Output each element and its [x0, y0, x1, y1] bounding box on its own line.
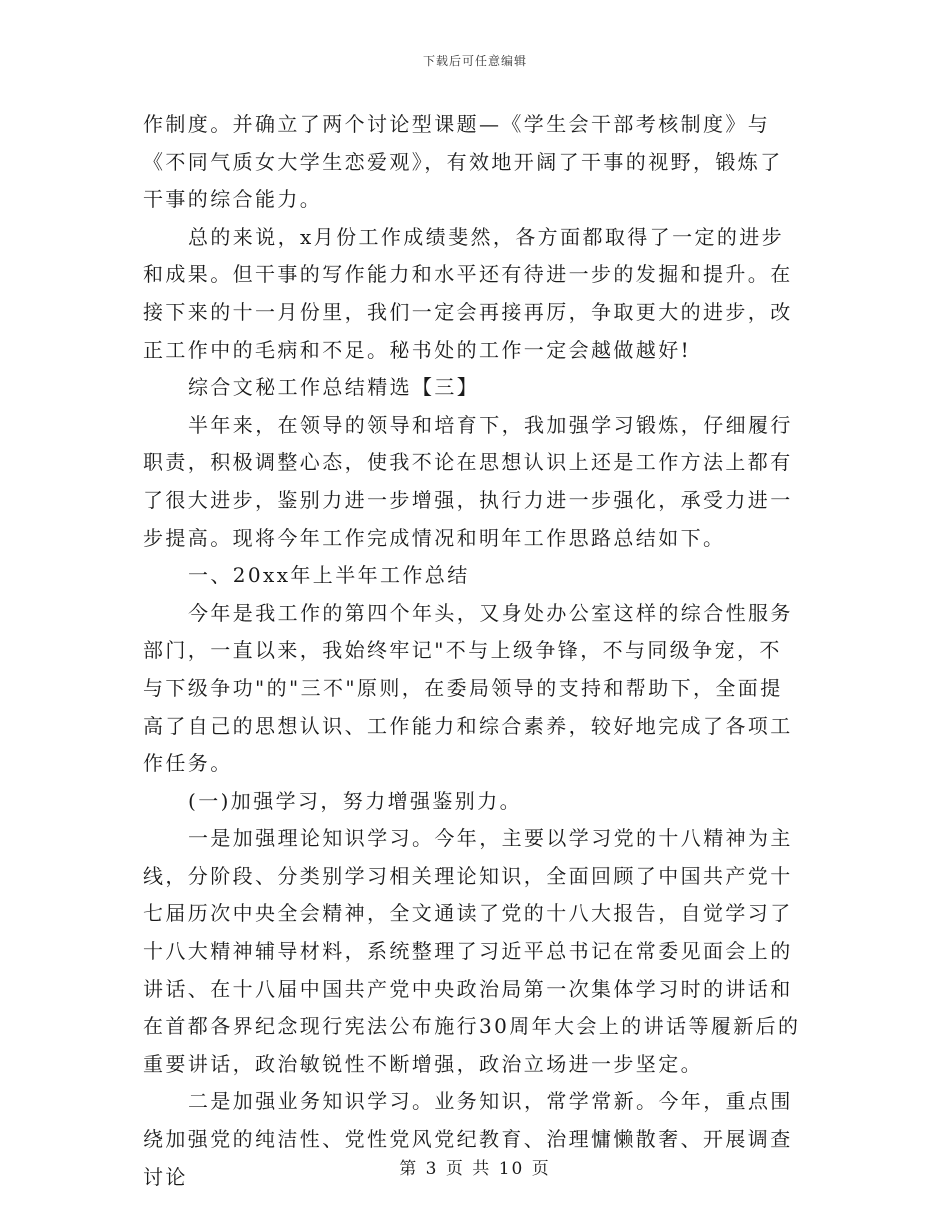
paragraph: 一是加强理论知识学习。今年，主要以学习党的十八精神为主线，分阶段、分类别学习相关理论知识，全面回顾了中国共产党十七届历次中央全会精神，全文通读了党的十八大报告，自觉学习了十八大精神辅导材料，系统整理了习近平总书记在常委见面会上的讲话、在十八届中国共产党中央政治局第一次集体学习时的讲话和在首都各界纪念现行宪法公布施行30周年大会上的讲话等履新后的重要讲话，政治敏锐性不断增强，政治立场进一步坚定。 [143, 826, 801, 1076]
paragraph: 半年来，在领导的领导和培育下，我加强学习锻炼，仔细履行职责，积极调整心态，使我不论在思想认识上还是工作方法上都有了很大进步，鉴别力进一步增强，执行力进一步强化，承受力进一步提高。现将今年工作完成情况和明年工作思路总结如下。 [143, 412, 793, 550]
subsection-heading: (一)加强学习，努力增强鉴别力。 [188, 788, 523, 813]
paragraph: 总的来说，x月份工作成绩斐然，各方面都取得了一定的进步和成果。但干事的写作能力和水平还有待进一步的发掘和提升。在接下来的十一月份里，我们一定会再接再厉，争取更大的进步，改正工作中的毛病和不足。秘书处的工作一定会越做越好! [143, 224, 793, 362]
page-footer: 第 3 页 共 10 页 [399, 1159, 551, 1179]
section-heading: 一、20xx年上半年工作总结 [188, 563, 470, 588]
paragraph: 作制度。并确立了两个讨论型课题—《学生会干部考核制度》与《不同气质女大学生恋爱观》，有效地开阔了干事的视野，锻炼了干事的综合能力。 [143, 112, 783, 212]
paragraph: 今年是我工作的第四个年头，又身处办公室这样的综合性服务部门，一直以来，我始终牢记"不与上级争锋，不与同级争宠，不与下级争功"的"三不"原则，在委局领导的支持和帮助下，全面提高了自己的思想认识、工作能力和综合素养，较好地完成了各项工作任务。 [143, 600, 793, 776]
paragraph: 二是加强业务知识学习。业务知识，常学常新。今年，重点围绕加强党的纯洁性、党性党风党纪教育、治理慵懒散奢、开展调查讨论 [143, 1089, 793, 1189]
section-heading: 综合文秘工作总结精选【三】 [188, 375, 480, 400]
document-body [143, 106, 803, 1196]
page-header: 下载后可任意编辑 [422, 54, 527, 68]
